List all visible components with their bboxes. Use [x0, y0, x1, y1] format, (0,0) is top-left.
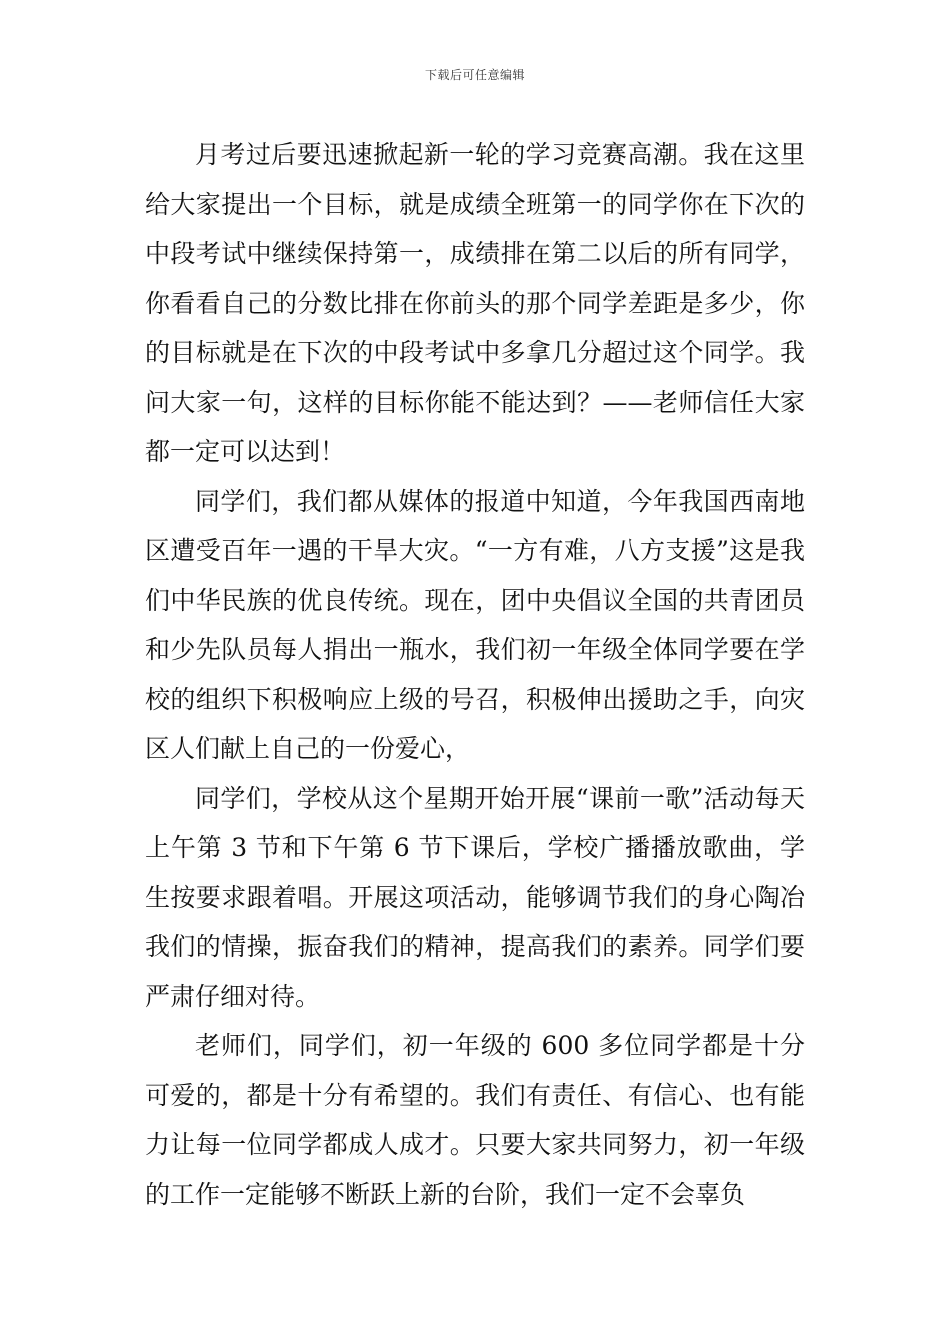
paragraph-song-activity: 同学们，学校从这个星期开始开展“课前一歌”活动每天上午第 3 节和下午第 6 节下课后，学校广播播放歌曲，学生按要求跟着唱。开展这项活动，能够调节我们的身心陶冶我们的情操，振奋我们的精神，提高我们的素养。同学们要严肃仔细对待。	[145, 783, 805, 1011]
header-note: 下载后可任意编辑	[424, 68, 525, 82]
document-body	[145, 130, 805, 1219]
paragraph-drought-relief: 同学们，我们都从媒体的报道中知道，今年我国西南地区遭受百年一遇的干旱大灾。“一方有难，八方支援”这是我们中华民族的优良传统。现在，团中央倡议全国的共青团员和少先队员每人捐出一瓶水，我们初一年级全体同学要在学校的组织下积极响应上级的号召，积极伸出援助之手，向灾区人们献上自己的一份爱心，	[145, 486, 805, 763]
paragraph-closing: 老师们，同学们，初一年级的 600 多位同学都是十分可爱的，都是十分有希望的。我们有责任、有信心、也有能力让每一位同学都成人成才。只要大家共同努力，初一年级的工作一定能够不断跃上新的台阶，我们一定不会辜负	[145, 1031, 805, 1209]
paragraph-monthly-exam-goal: 月考过后要迅速掀起新一轮的学习竞赛高潮。我在这里给大家提出一个目标，就是成绩全班第一的同学你在下次的中段考试中继续保持第一，成绩排在第二以后的所有同学，你看看自己的分数比排在你前头的那个同学差距是多少，你的目标就是在下次的中段考试中多拿几分超过这个同学。我问大家一句，这样的目标你能不能达到？——老师信任大家都一定可以达到！	[145, 140, 805, 466]
